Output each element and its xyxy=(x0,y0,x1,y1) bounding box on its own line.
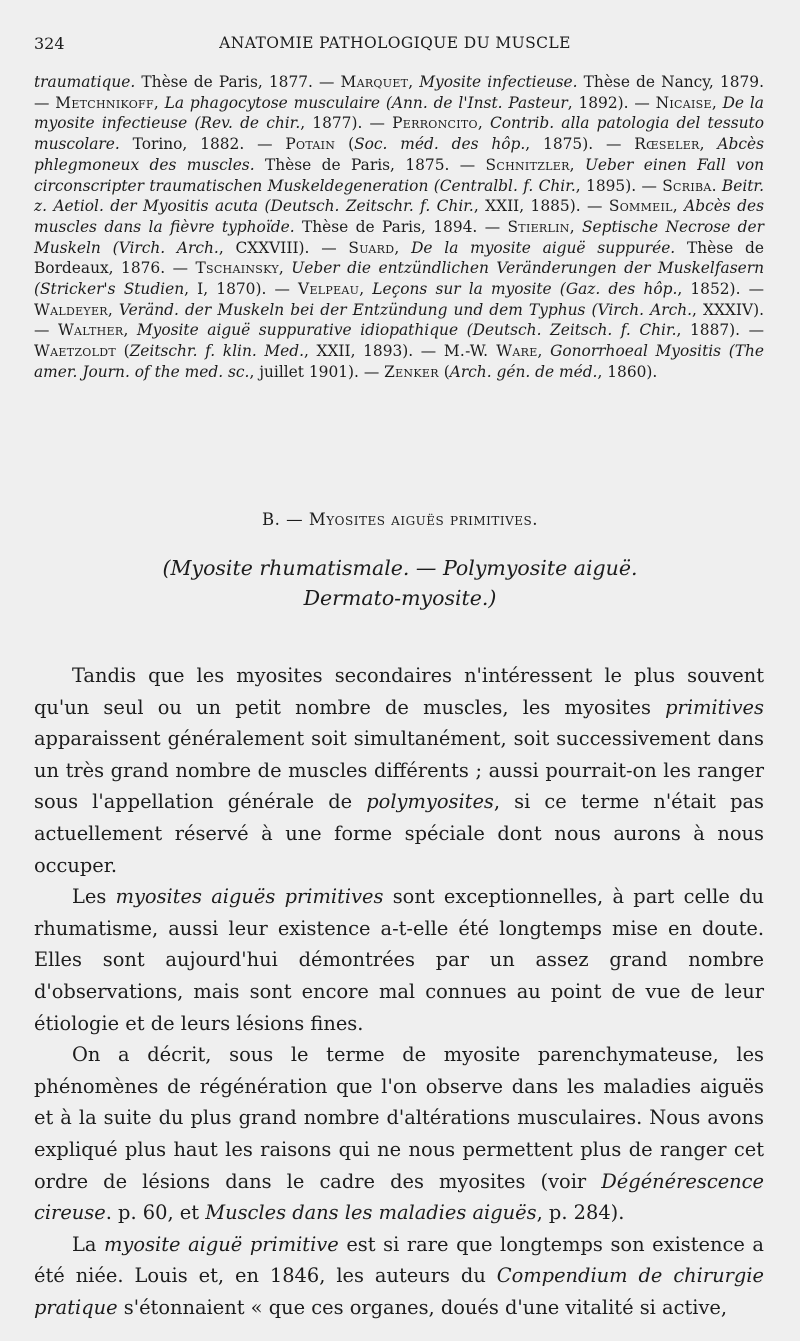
biblio-text: . xyxy=(711,176,722,195)
body-text xyxy=(34,660,764,1323)
biblio-title: De la myosite aiguë suppurée. xyxy=(411,238,676,257)
biblio-text: , 1895). — xyxy=(575,176,663,195)
biblio-text: Torino, 1882. — xyxy=(119,135,286,154)
biblio-text: Thèse de Bordeaux, 1876. — xyxy=(34,238,765,278)
text-run: est si rare que longtemps son existence a été niée. Louis et, en 1846, les auteurs du xyxy=(34,1232,764,1288)
emphasis: Compendium de chirurgie pratique xyxy=(34,1264,764,1319)
biblio-text: , I, 1870). — xyxy=(184,280,299,299)
biblio-title: Soc. méd. des hôp. xyxy=(354,135,526,154)
paragraph-1 xyxy=(34,660,764,881)
biblio-title: Ueber die entzündlichen Veränderungen der Muskelfasern (Stricker's Studien xyxy=(34,259,764,299)
biblio-title: Arch. gén. de méd. xyxy=(449,362,598,381)
biblio-text: , CXXVIII). — xyxy=(218,238,349,257)
biblio-text: , xyxy=(123,321,137,340)
biblio-text: , xyxy=(153,93,165,112)
biblio-text: ( xyxy=(115,342,130,361)
biblio-text: , XXXIV). — xyxy=(34,300,764,340)
emphasis: myosites aiguës primitives xyxy=(115,885,384,909)
biblio-title: La phagocytose musculaire (Ann. de l'Inst. Pasteur xyxy=(164,93,568,112)
biblio-title: Myosite infectieuse. xyxy=(419,73,578,91)
subtitle-line-1: (Myosite rhumatismale. — Polymyosite aiguë. xyxy=(162,556,638,580)
biblio-title: Myosite aiguë suppurative idiopathique (Deutsch. Zeitsch. f. Chir. xyxy=(136,321,677,340)
paragraph-4 xyxy=(34,1229,764,1324)
biblio-text: , xyxy=(569,217,582,236)
biblio-text: , xyxy=(278,259,292,278)
biblio-author: Zenker xyxy=(384,362,439,381)
biblio-author: Potain xyxy=(285,135,336,154)
text-run: Tandis que les myosites secondaires n'intéressent le plus souvent qu'un seul ou un petit nombre de muscles, les myosites xyxy=(34,664,764,719)
biblio-text: , xyxy=(408,73,420,91)
biblio-text: , 1877). — xyxy=(300,114,393,133)
biblio-title: Septische Necrose der Muskeln (Virch. Arch. xyxy=(34,217,764,257)
biblio-author: Stierlin xyxy=(507,217,570,236)
biblio-title: Ueber einen Fall von circonscripter traumatischen Muskeldegeneration (Centralbl. f. Chir. xyxy=(34,155,764,195)
biblio-author: Walther xyxy=(57,321,124,340)
text-run: s'étonnaient « que ces organes, doués d'une vitalité si active, xyxy=(117,1295,728,1319)
emphasis: Muscles dans les maladies aiguës xyxy=(205,1201,537,1225)
biblio-author: Waetzoldt xyxy=(34,342,116,361)
text-run: On a décrit, sous le terme de myosite parenchymateuse, les phénomènes de régénération que l'on observe dans les maladies aiguës et à la suite du plus grand nombre d'altérations musculaires. Nous avons expliqué plus haut les raisons qui ne nous permettent plus de ranger cet ordre de lésions dans le cadre des myosites (voir xyxy=(34,1043,764,1193)
biblio-text: , xyxy=(672,197,685,216)
page-number: 324 xyxy=(34,34,65,53)
biblio-text: , XXII, 1885). — xyxy=(473,197,609,216)
biblio-text: , XXII, 1893). — xyxy=(304,342,444,361)
biblio-author: Nicaise xyxy=(655,93,712,112)
text-run: Les xyxy=(72,885,116,909)
biblio-title: Abcès des muscles dans la fièvre typhoïde. xyxy=(34,197,764,236)
bibliography-block xyxy=(34,72,764,383)
biblio-text: , juillet 1901). — xyxy=(249,362,385,381)
biblio-author: Suard xyxy=(348,238,395,257)
section-subtitle xyxy=(0,553,800,613)
biblio-text: Thèse de Paris, 1877. — xyxy=(135,73,341,91)
paragraph-2 xyxy=(34,881,764,1039)
biblio-author: Schnitzler xyxy=(485,155,570,174)
biblio-text: ( xyxy=(438,362,450,381)
biblio-text: , 1875). — xyxy=(525,135,635,154)
biblio-text: , 1852). — xyxy=(677,280,764,299)
biblio-title: Veränd. der Muskeln bei der Entzündung und dem Typhus (Virch. Arch. xyxy=(118,300,693,319)
biblio-text: , xyxy=(359,280,373,299)
biblio-author: Velpeau xyxy=(298,280,360,299)
emphasis: polymyosites xyxy=(366,790,494,814)
emphasis: myosite aiguë primitive xyxy=(104,1232,339,1256)
paragraph-3 xyxy=(34,1039,764,1229)
text-run: sont exceptionnelles, à part celle du rhumatisme, aussi leur existence a-t-elle été longtemps mise en doute. Elles sont aujourd'hui démontrées par un assez grand nombre d'observations, mais sont encore mal connues au point de vue de leur étiologie et de leurs lésions fines. xyxy=(34,885,764,1035)
biblio-text: , xyxy=(477,114,490,133)
text-run: , si ce terme n'était pas actuellement réservé à une forme spéciale dont nous aurons à nous occuper. xyxy=(34,790,764,877)
biblio-author: Scriba xyxy=(662,176,712,195)
section-heading xyxy=(0,510,800,529)
section-letter: B. — xyxy=(261,510,309,529)
biblio-text: , xyxy=(699,135,718,154)
page-header xyxy=(34,34,756,58)
emphasis: Dégénérescence cireuse xyxy=(34,1169,764,1225)
text-run: , p. 284). xyxy=(536,1201,625,1225)
biblio-author: Waldeyer xyxy=(34,300,108,319)
biblio-author: Rœseler xyxy=(634,135,700,154)
biblio-title: De la myosite infectieuse (Rev. de chir. xyxy=(34,93,764,133)
biblio-author: Tschainsky xyxy=(195,259,279,278)
biblio-author: M.-W. Ware xyxy=(443,342,538,361)
biblio-title: Abcès phlegmoneux des muscles. xyxy=(34,135,764,174)
biblio-text: Thèse de Paris, 1875. — xyxy=(254,155,486,174)
running-title: ANATOMIE PATHOLOGIQUE DU MUSCLE xyxy=(219,34,571,52)
biblio-text: , xyxy=(537,342,551,361)
biblio-text: , 1860). xyxy=(597,362,658,381)
biblio-author: Marquet xyxy=(340,73,409,91)
section-title: Myosites aiguës primitives. xyxy=(308,510,539,529)
biblio-author: Metchnikoff xyxy=(55,93,154,112)
biblio-title: Beitr. z. Aetiol. der Myositis acuta (Deutsch. Zeitschr. f. Chir. xyxy=(34,176,764,216)
biblio-title: Gonorrhoeal Myositis (The amer. Journ. of the med. sc. xyxy=(34,342,764,381)
biblio-text: , 1892). — xyxy=(567,93,656,112)
emphasis: primitives xyxy=(665,695,764,719)
biblio-title: Contrib. alla patologia del tessuto muscolare. xyxy=(34,114,764,154)
biblio-author: Perroncito xyxy=(392,114,478,133)
biblio-text: , xyxy=(569,155,585,174)
biblio-text: , xyxy=(394,238,412,257)
biblio-author: Sommeil xyxy=(608,197,673,216)
biblio-text: , xyxy=(107,300,119,319)
biblio-text: ( xyxy=(335,135,355,154)
text-run: La xyxy=(72,1232,105,1256)
subtitle-line-2: Dermato-myosite.) xyxy=(303,586,497,610)
biblio-title: traumatique. xyxy=(34,73,136,91)
biblio-text: , xyxy=(711,93,723,112)
biblio-text: Thèse de Paris, 1894. — xyxy=(294,217,508,236)
text-run: . p. 60, et xyxy=(105,1201,206,1225)
text-run: apparaissent généralement soit simultanément, soit successivement dans un très grand nombre de muscles différents ; aussi pourrait-on les ranger sous l'appellation générale de xyxy=(34,727,764,814)
biblio-title: Zeitschr. f. klin. Med. xyxy=(129,342,304,361)
biblio-title: Leçons sur la myosite (Gaz. des hôp. xyxy=(372,280,678,299)
biblio-text: Thèse de Nancy, 1879. — xyxy=(34,73,764,112)
biblio-text: , 1887). — xyxy=(676,321,764,340)
